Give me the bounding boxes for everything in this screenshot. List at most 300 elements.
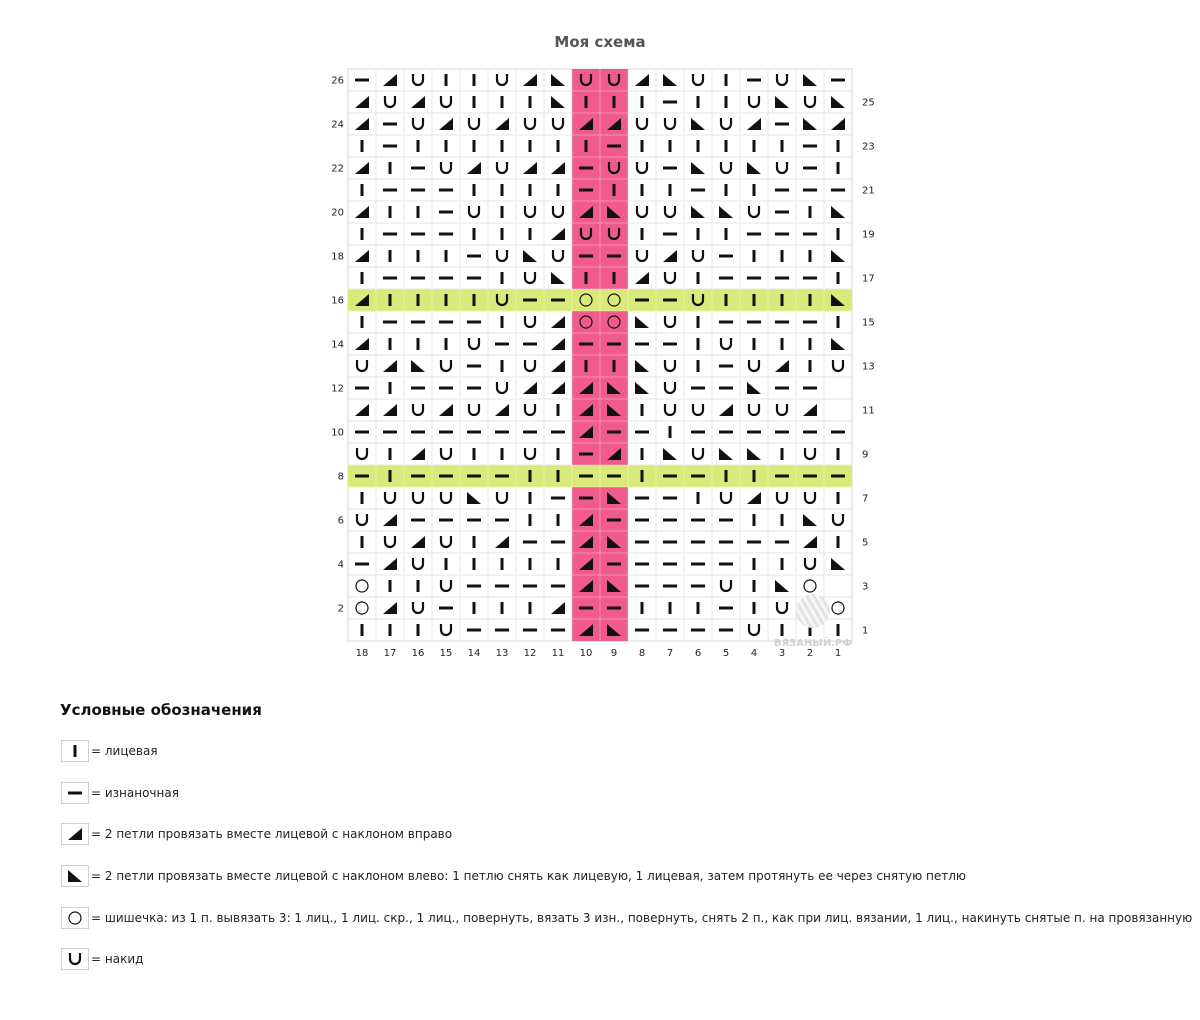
purl-stitch — [355, 475, 369, 478]
knit-stitch — [445, 294, 448, 306]
knit-stitch — [781, 140, 784, 152]
purl-stitch — [663, 233, 677, 236]
row-number-label: 26 — [331, 75, 344, 87]
knit-stitch — [417, 338, 420, 350]
purl-stitch — [747, 277, 761, 280]
purl-stitch — [691, 431, 705, 434]
purl-stitch — [607, 519, 621, 522]
purl-stitch — [579, 255, 593, 258]
knit-stitch — [753, 184, 756, 196]
knit-stitch — [417, 250, 420, 262]
grid-cell — [656, 311, 684, 333]
bobble-icon — [65, 909, 85, 927]
purl-stitch — [663, 343, 677, 346]
purl-stitch — [383, 277, 397, 280]
purl-stitch — [719, 431, 733, 434]
knit-stitch — [613, 96, 616, 108]
legend-symbol-box — [61, 865, 89, 887]
purl-stitch — [831, 79, 845, 82]
grid-cell — [824, 355, 852, 377]
knit-stitch — [361, 140, 364, 152]
legend-item-ssk — [61, 865, 966, 887]
legend-symbol-box — [61, 782, 89, 804]
purl-stitch — [831, 475, 845, 478]
grid-cell — [348, 597, 376, 619]
grid-cell — [404, 399, 432, 421]
watermark-text: ВЯЗАНЫЙ.РФ — [773, 638, 853, 649]
purl-stitch — [635, 343, 649, 346]
knit-stitch — [641, 96, 644, 108]
purl-stitch — [523, 431, 537, 434]
knit-stitch — [641, 140, 644, 152]
knit-stitch — [501, 272, 504, 284]
knit-stitch — [613, 360, 616, 372]
purl-stitch — [775, 211, 789, 214]
knit-stitch — [501, 316, 504, 328]
legend-symbol-box — [61, 823, 89, 845]
knit-stitch — [417, 580, 420, 592]
column-number-label: 16 — [411, 648, 425, 659]
column-number-label: 7 — [666, 648, 674, 659]
knit-stitch — [501, 206, 504, 218]
knit-stitch — [529, 470, 532, 482]
purl-stitch — [523, 541, 537, 544]
knit-stitch — [697, 338, 700, 350]
purl-stitch — [775, 321, 789, 324]
knit-stitch — [389, 162, 392, 174]
row-number-label: 23 — [862, 141, 875, 153]
knit-stitch — [585, 272, 588, 284]
row-number-label: 7 — [862, 493, 869, 505]
purl-stitch — [635, 629, 649, 632]
knit-stitch — [389, 580, 392, 592]
grid-cell — [516, 443, 544, 465]
purl-stitch — [719, 607, 733, 610]
knit-stitch — [389, 250, 392, 262]
purl-stitch — [775, 277, 789, 280]
grid-cell — [376, 487, 404, 509]
knit-stitch — [557, 184, 560, 196]
knit-stitch — [725, 294, 728, 306]
knit-stitch — [837, 492, 840, 504]
knit-stitch — [445, 74, 448, 86]
grid-cell — [516, 201, 544, 223]
decrease-left-icon — [65, 867, 85, 885]
purl-stitch — [663, 563, 677, 566]
column-number-label: 13 — [495, 648, 509, 659]
purl-stitch — [607, 431, 621, 434]
grid-cell — [544, 201, 572, 223]
purl-stitch — [439, 431, 453, 434]
legend-item-purl — [61, 782, 179, 804]
knit-stitch — [361, 272, 364, 284]
purl-stitch — [663, 585, 677, 588]
legend-item-knit — [61, 740, 158, 762]
column-number-label: 11 — [551, 648, 565, 659]
purl-stitch — [467, 585, 481, 588]
knit-stitch — [445, 140, 448, 152]
purl-stitch — [719, 365, 733, 368]
purl-stitch — [635, 563, 649, 566]
purl-stitch — [495, 431, 509, 434]
purl-stitch — [411, 387, 425, 390]
grid-cell — [796, 487, 824, 509]
purl-stitch — [635, 431, 649, 434]
grid-cell — [376, 531, 404, 553]
purl-stitch — [803, 145, 817, 148]
purl-stitch — [523, 585, 537, 588]
purl-stitch — [439, 189, 453, 192]
knit-stitch — [781, 448, 784, 460]
purl-stitch — [495, 585, 509, 588]
purl-stitch — [831, 431, 845, 434]
knit-stitch — [529, 184, 532, 196]
purl-stitch — [579, 497, 593, 500]
purl-stitch — [663, 475, 677, 478]
purl-stitch — [719, 519, 733, 522]
knit-icon — [65, 742, 85, 760]
grid-cell — [768, 399, 796, 421]
knit-stitch — [613, 272, 616, 284]
legend-text: = накид — [91, 952, 144, 966]
purl-stitch — [467, 475, 481, 478]
purl-stitch — [691, 387, 705, 390]
row-number-label: 4 — [337, 559, 344, 571]
knit-stitch — [837, 228, 840, 240]
legend-item-yarn-over — [61, 948, 143, 970]
knit-stitch — [473, 184, 476, 196]
knit-stitch — [389, 294, 392, 306]
knit-stitch — [529, 558, 532, 570]
grid-cell — [404, 487, 432, 509]
knit-stitch — [473, 536, 476, 548]
knit-stitch — [697, 316, 700, 328]
purl-stitch — [775, 475, 789, 478]
purl-stitch — [411, 431, 425, 434]
purl-stitch — [467, 321, 481, 324]
row-number-label: 19 — [862, 229, 875, 241]
grid-cell — [712, 157, 740, 179]
grid-cell — [432, 531, 460, 553]
purl-stitch — [635, 541, 649, 544]
knit-stitch — [557, 448, 560, 460]
purl-stitch — [467, 387, 481, 390]
purl-stitch — [719, 387, 733, 390]
grid-cell — [824, 377, 852, 399]
grid-cell — [348, 443, 376, 465]
purl-stitch — [495, 475, 509, 478]
grid-cell — [628, 201, 656, 223]
legend-item-k2tog — [61, 823, 452, 845]
purl-stitch — [747, 233, 761, 236]
row-number-label: 20 — [331, 207, 344, 219]
grid-cell — [432, 619, 460, 641]
purl-stitch — [551, 629, 565, 632]
purl-stitch — [775, 541, 789, 544]
purl-stitch — [411, 475, 425, 478]
grid-cell — [348, 509, 376, 531]
grid-cell — [656, 267, 684, 289]
knit-stitch — [641, 228, 644, 240]
purl-stitch — [607, 255, 621, 258]
grid-cell — [656, 377, 684, 399]
knit-stitch — [669, 602, 672, 614]
purl-stitch — [467, 365, 481, 368]
grid-cell — [432, 443, 460, 465]
purl-stitch — [747, 431, 761, 434]
row-number-label: 16 — [331, 295, 344, 307]
chart-title: Моя схема — [554, 33, 646, 51]
grid-cell — [796, 91, 824, 113]
purl-stitch — [719, 563, 733, 566]
knit-stitch — [781, 294, 784, 306]
knit-stitch — [361, 316, 364, 328]
row-number-label: 9 — [862, 449, 869, 461]
knit-stitch — [557, 514, 560, 526]
purl-stitch — [635, 519, 649, 522]
knit-stitch — [837, 448, 840, 460]
grid-cell — [712, 333, 740, 355]
purl-stitch — [663, 541, 677, 544]
knit-stitch — [725, 228, 728, 240]
knit-stitch — [585, 140, 588, 152]
knit-stitch — [697, 602, 700, 614]
knit-stitch — [473, 294, 476, 306]
knit-stitch — [725, 184, 728, 196]
grid-cell — [544, 245, 572, 267]
knit-stitch — [781, 558, 784, 570]
purl-stitch — [691, 563, 705, 566]
purl-stitch — [635, 585, 649, 588]
purl-stitch — [439, 233, 453, 236]
purl-stitch — [579, 189, 593, 192]
knit-stitch — [809, 338, 812, 350]
knit-stitch — [753, 580, 756, 592]
purl-stitch — [803, 431, 817, 434]
purl-stitch — [355, 79, 369, 82]
row-number-label: 12 — [331, 383, 344, 395]
purl-stitch — [411, 321, 425, 324]
column-number-label: 6 — [694, 648, 702, 659]
purl-icon — [65, 784, 85, 802]
grid-cell — [460, 113, 488, 135]
row-number-label: 21 — [862, 185, 875, 197]
column-number-label: 2 — [806, 648, 814, 659]
grid-cell — [404, 69, 432, 91]
grid-cell — [432, 91, 460, 113]
legend-text: = изнаночная — [91, 786, 179, 800]
grid-cell — [768, 487, 796, 509]
purl-stitch — [803, 387, 817, 390]
legend-item-bobble — [61, 907, 1192, 929]
knit-stitch — [809, 294, 812, 306]
knit-stitch — [557, 558, 560, 570]
knit-stitch — [669, 184, 672, 196]
purl-stitch — [691, 629, 705, 632]
grid-cell — [656, 201, 684, 223]
knit-stitch — [753, 470, 756, 482]
grid-cell — [488, 245, 516, 267]
knit-stitch — [529, 228, 532, 240]
knit-stitch — [781, 338, 784, 350]
knit-stitch — [837, 140, 840, 152]
purl-stitch — [411, 167, 425, 170]
purl-stitch — [411, 519, 425, 522]
knit-stitch — [641, 470, 644, 482]
purl-stitch — [355, 431, 369, 434]
column-number-label: 15 — [439, 648, 453, 659]
knit-stitch — [389, 382, 392, 394]
column-number-label: 8 — [638, 648, 646, 659]
purl-stitch — [383, 123, 397, 126]
knit-stitch — [753, 338, 756, 350]
knit-stitch — [753, 558, 756, 570]
knit-stitch — [557, 470, 560, 482]
purl-stitch — [607, 607, 621, 610]
knit-stitch — [417, 140, 420, 152]
knit-stitch — [529, 140, 532, 152]
knit-stitch — [641, 404, 644, 416]
grid-cell — [740, 355, 768, 377]
purl-stitch — [467, 519, 481, 522]
column-number-label: 12 — [523, 648, 537, 659]
purl-stitch — [579, 475, 593, 478]
grid-cell — [488, 377, 516, 399]
grid-cell — [768, 157, 796, 179]
grid-cell — [488, 157, 516, 179]
knit-stitch — [361, 228, 364, 240]
grid-cell — [796, 553, 824, 575]
knit-stitch — [837, 272, 840, 284]
purl-stitch — [467, 255, 481, 258]
knit-stitch — [697, 228, 700, 240]
purl-stitch — [607, 475, 621, 478]
knit-stitch — [725, 470, 728, 482]
purl-stitch — [775, 189, 789, 192]
row-number-label: 15 — [862, 317, 875, 329]
purl-stitch — [691, 541, 705, 544]
knit-stitch — [809, 206, 812, 218]
knit-stitch — [529, 492, 532, 504]
column-number-label: 18 — [355, 648, 369, 659]
column-number-label: 4 — [750, 648, 758, 659]
knit-stitch — [473, 140, 476, 152]
purl-stitch — [803, 189, 817, 192]
purl-stitch — [439, 387, 453, 390]
knit-stitch — [725, 140, 728, 152]
grid-cell — [432, 575, 460, 597]
column-number-label: 1 — [834, 648, 842, 659]
column-number-label: 17 — [383, 648, 397, 659]
knit-stitch — [641, 448, 644, 460]
grid-cell — [628, 245, 656, 267]
purl-stitch — [691, 189, 705, 192]
knit-stitch — [445, 250, 448, 262]
knit-stitch — [753, 140, 756, 152]
grid-cell — [460, 399, 488, 421]
purl-stitch — [551, 541, 565, 544]
legend-title: Условные обозначения — [60, 701, 262, 719]
purl-stitch — [747, 79, 761, 82]
purl-stitch — [831, 189, 845, 192]
purl-stitch — [691, 475, 705, 478]
legend-text: = 2 петли провязать вместе лицевой с наклоном вправо — [91, 827, 453, 841]
knit-stitch — [529, 514, 532, 526]
yarn-ball-icon — [796, 594, 830, 628]
purl-stitch — [411, 189, 425, 192]
row-number-label: 11 — [862, 405, 875, 417]
purl-stitch — [439, 475, 453, 478]
grid-cell — [516, 311, 544, 333]
knit-stitch — [501, 96, 504, 108]
legend-symbol-box — [61, 948, 89, 970]
row-number-label: 10 — [331, 427, 344, 439]
knit-stitch — [501, 360, 504, 372]
legend-symbol-box — [61, 740, 89, 762]
knit-stitch — [669, 426, 672, 438]
purl-stitch — [607, 563, 621, 566]
knit-stitch — [837, 316, 840, 328]
grid-cell — [516, 113, 544, 135]
knit-stitch — [753, 250, 756, 262]
purl-stitch — [579, 343, 593, 346]
purl-stitch — [383, 145, 397, 148]
purl-stitch — [495, 343, 509, 346]
grid-cell — [488, 487, 516, 509]
grid-cell — [796, 443, 824, 465]
grid-cell — [348, 575, 376, 597]
knit-stitch — [613, 184, 616, 196]
knit-stitch — [361, 184, 364, 196]
knit-stitch — [809, 360, 812, 372]
purl-stitch — [439, 607, 453, 610]
purl-stitch — [495, 519, 509, 522]
legend-text: = шишечка: из 1 п. вывязать 3: 1 лиц., 1 лиц. скр., 1 лиц., повернуть, вязать 3 изн., повернуть, снять 2 п., как при лиц. вязании, 1 лиц., накинуть снятые п. на провязанную — [91, 911, 1193, 925]
knit-stitch — [389, 470, 392, 482]
knit-stitch — [361, 492, 364, 504]
knit-stitch — [417, 294, 420, 306]
knit-stitch — [669, 140, 672, 152]
purl-stitch — [411, 277, 425, 280]
purl-stitch — [467, 431, 481, 434]
grid-cell — [348, 355, 376, 377]
column-number-label: 5 — [722, 648, 730, 659]
purl-stitch — [719, 629, 733, 632]
knit-stitch — [725, 74, 728, 86]
purl-stitch — [803, 277, 817, 280]
purl-stitch — [803, 167, 817, 170]
grid-cell — [404, 597, 432, 619]
grid-cell — [432, 157, 460, 179]
grid-cell — [376, 91, 404, 113]
knit-stitch — [585, 96, 588, 108]
knit-stitch — [781, 514, 784, 526]
purl-stitch — [719, 277, 733, 280]
purl-stitch — [383, 233, 397, 236]
knit-stitch — [697, 140, 700, 152]
purl-stitch — [691, 585, 705, 588]
purl-stitch — [803, 321, 817, 324]
knit-stitch — [501, 448, 504, 460]
knit-stitch — [501, 228, 504, 240]
purl-stitch — [383, 431, 397, 434]
grid-cell — [712, 487, 740, 509]
purl-stitch — [635, 299, 649, 302]
grid-cell — [656, 113, 684, 135]
knit-stitch — [809, 250, 812, 262]
row-number-label: 13 — [862, 361, 875, 373]
legend-text: = лицевая — [91, 744, 158, 758]
